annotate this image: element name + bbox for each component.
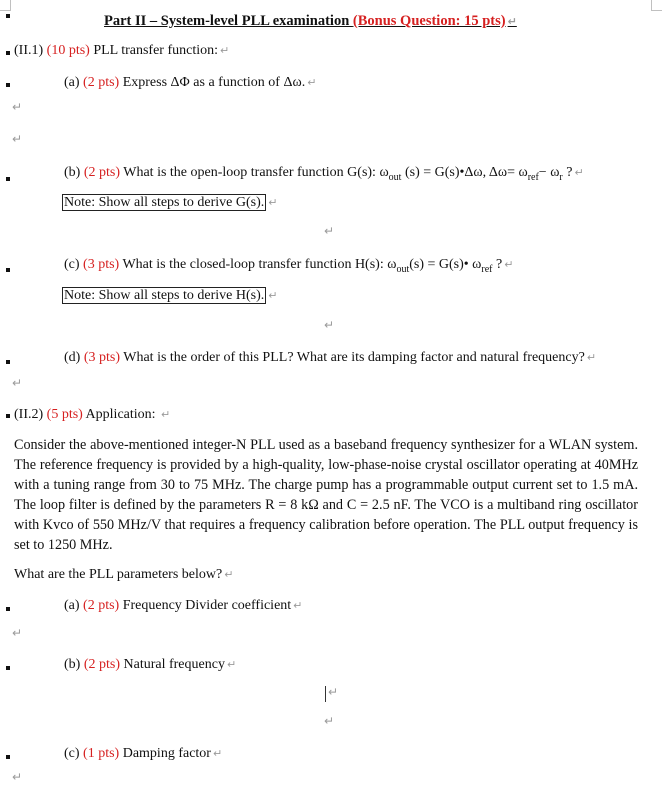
page-corner-top-right <box>651 0 662 11</box>
paragraph-mark-icon: ↵ <box>504 258 514 271</box>
paragraph-mark-icon: ↵ <box>212 747 223 760</box>
paragraph-mark-icon: ↵ <box>220 44 230 57</box>
paragraph-mark-icon: ↵ <box>12 132 23 146</box>
parameter-a: (a) (2 pts) Frequency Divider coefficient ↵ <box>64 598 303 613</box>
paragraph-mark-icon: ↵ <box>307 76 317 89</box>
paragraph-mark-icon: ↵ <box>324 224 335 238</box>
paragraph-mark-icon: ↵ <box>574 166 584 179</box>
paragraph-mark-icon: ↵ <box>293 599 303 612</box>
question-a: (a) (2 pts) Express ΔΦ as a function of Δω. ↵ <box>64 75 317 90</box>
paragraph-mark-icon: ↵ <box>586 351 597 364</box>
bullet <box>6 360 10 364</box>
paragraph-mark-icon: ↵ <box>324 318 335 332</box>
parameter-b: (b) (2 pts) Natural frequency ↵ <box>64 657 237 672</box>
bullet <box>6 51 10 55</box>
question-c: (c) (3 pts) What is the closed-loop transfer function H(s): $\omega_{out}(s)$ = G(s)• $\omega_{ref}$ ? ↵ <box>64 257 514 275</box>
parameters-prompt: What are the PLL parameters below? ↵ <box>14 567 234 582</box>
paragraph-mark-icon: ↵ <box>12 100 23 114</box>
page-title: Part II – System-level PLL examination (Bonus Question: 15 pts) ↵ <box>104 13 517 29</box>
paragraph-mark-icon: ↵ <box>507 15 517 28</box>
bullet <box>6 83 10 87</box>
bullet <box>6 755 10 759</box>
paragraph-mark-icon: ↵ <box>12 376 23 390</box>
paragraph-mark-icon: ↵ <box>12 626 23 640</box>
bullet <box>6 666 10 670</box>
paragraph-mark-icon: ↵ <box>224 568 234 581</box>
note-b: Note: Show all steps to derive G(s). ↵ <box>64 195 278 210</box>
page-corner-top-left <box>0 0 11 11</box>
parameter-c: (c) (1 pts) Damping factor ↵ <box>64 746 223 761</box>
paragraph-mark-icon: ↵ <box>328 685 339 699</box>
paragraph-mark-icon: ↵ <box>226 658 237 671</box>
question-d: (d) (3 pts) What is the order of this PLL? What are its damping factor and natural frequency? ↵ <box>64 350 597 365</box>
bullet <box>6 14 10 18</box>
bullet <box>6 414 10 418</box>
paragraph-mark-icon: ↵ <box>12 770 23 784</box>
paragraph-mark-icon: ↵ <box>161 408 171 421</box>
application-paragraph: Consider the above-mentioned integer-N PLL used as a baseband frequency synthesizer for a WLAN system. The reference frequency is provided by a high-quality, low-phase-noise crystal oscillator operating at 40MHz with a tuning range from 30 to 75 MHz. The charge pump has a programmable output current set to 1.5 mA. The loop filter is defined by the parameters R = 8 kΩ and C = 2.5 nF. The VCO is a multiband ring oscillator with Kvco of 550 MHz/V that requires a frequency calibration before operation. The PLL output frequency is set to 1250 MHz. <box>14 437 638 553</box>
section-ii1-heading: (II.1) (10 pts) PLL transfer function: ↵ <box>14 43 230 58</box>
note-c: Note: Show all steps to derive H(s). ↵ <box>64 288 278 303</box>
text-cursor <box>325 686 326 702</box>
bullet <box>6 177 10 181</box>
section-ii2-heading: (II.2) (5 pts) Application: ↵ <box>14 407 171 422</box>
paragraph-mark-icon: ↵ <box>324 714 335 728</box>
paragraph-mark-icon: ↵ <box>268 289 278 302</box>
paragraph-mark-icon: ↵ <box>268 196 278 209</box>
question-b: (b) (2 pts) What is the open-loop transfer function G(s): $\omega_{out}$ (s) = G(s)•Δω, $\Delta\omega= \omega_{ref}- \omega_r$ ? ↵ <box>64 165 584 183</box>
bullet <box>6 607 10 611</box>
bullet <box>6 268 10 272</box>
